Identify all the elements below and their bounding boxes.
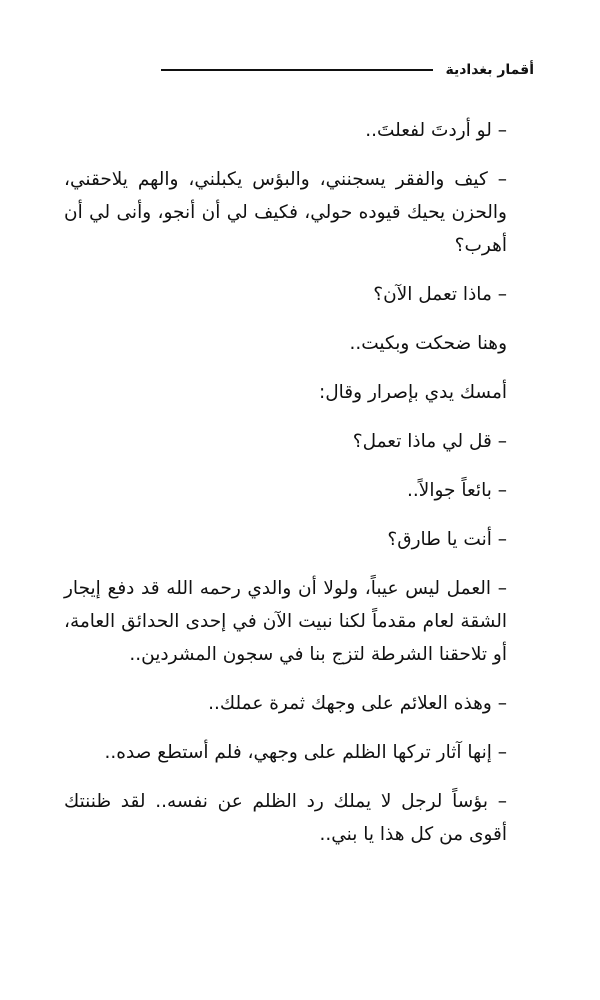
body-text	[64, 114, 534, 867]
paragraph: – أنت يا طارق؟	[387, 529, 507, 550]
paragraph: – كيف والفقر يسجنني، والبؤس يكبلني، والهم يلاحقني، والحزن يحيك قيوده حولي، فكيف لي أن أنجو، وأنى لي أن أهرب؟	[64, 169, 507, 256]
header-rule	[161, 69, 433, 71]
paragraph: – بائعاً جوالاً..	[407, 480, 507, 501]
paragraph: – بؤساً لرجل لا يملك رد الظلم عن نفسه.. لقد ظننتك أقوى من كل هذا يا بني..	[64, 791, 507, 845]
paragraph: – إنها آثار تركها الظلم على وجهي، فلم أستطع صده..	[104, 742, 507, 763]
running-title: أقمار بغدادية	[445, 62, 534, 78]
paragraph: أمسك يدي بإصرار وقال:	[319, 382, 507, 403]
paragraph: – ماذا تعمل الآن؟	[373, 284, 507, 305]
paragraph: – وهذه العلائم على وجهك ثمرة عملك..	[208, 693, 507, 714]
paragraph: – العمل ليس عيباً، ولولا أن والدي رحمه الله قد دفع إيجار الشقة لعام مقدماً لكنا نبيت الآن في إحدى الحدائق العامة، أو تلاحقنا الشرطة لتزج بنا في سجون المشردين..	[64, 578, 507, 665]
paragraph: – لو أردتَ لفعلتَ..	[365, 120, 507, 141]
paragraph: – قل لي ماذا تعمل؟	[352, 431, 507, 452]
paragraph: وهنا ضحكت وبكيت..	[349, 333, 507, 354]
running-header	[161, 62, 534, 78]
